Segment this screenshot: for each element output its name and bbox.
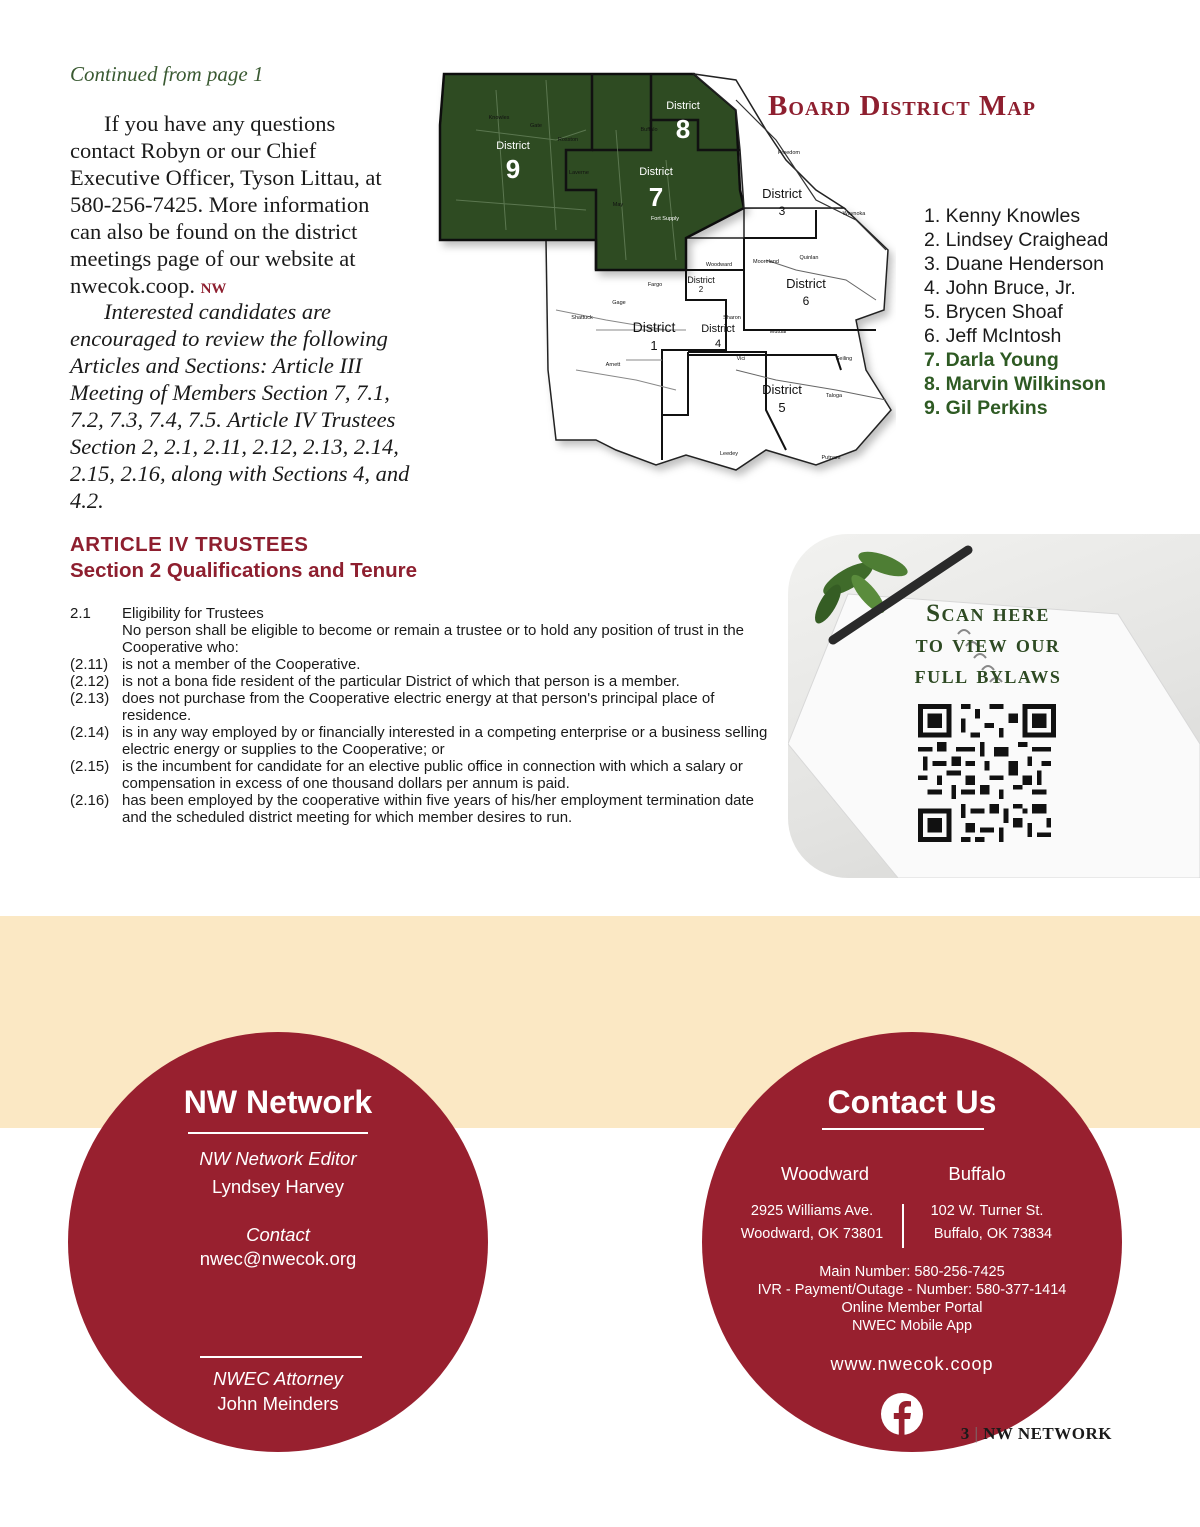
town-label: Mutual (769, 329, 787, 335)
district-number-2: 2 (698, 285, 704, 294)
section-item (70, 605, 770, 622)
district-label-1: District (632, 319, 676, 335)
scan-line: to view our (915, 631, 1061, 658)
section-item (70, 792, 770, 826)
office-city-woodward: Woodward, OK 73801 (740, 1226, 884, 1242)
district-number-8: 8 (675, 114, 691, 144)
section-item (70, 622, 770, 656)
trustee-item: 1. Kenny Knowles (924, 205, 1081, 227)
contact-us-circle (702, 1032, 1122, 1452)
attorney-name: John Meinders (217, 1393, 339, 1414)
section-number: (2.15) (70, 758, 110, 775)
editor-name: Lyndsey Harvey (212, 1176, 344, 1197)
scan-callout (888, 598, 1088, 691)
town-label: Knowles (488, 115, 510, 121)
town-label: Putnam (821, 455, 841, 461)
continued-note: Continued from page 1 (70, 62, 264, 86)
section-number: 2.1 (70, 605, 91, 622)
district-number-6: 6 (802, 294, 810, 308)
town-label: Quinlan (799, 255, 819, 261)
section-number: (2.12) (70, 673, 110, 690)
section-item (70, 758, 770, 792)
publication-name: NW NETWORK (983, 1424, 1112, 1443)
district-label-2: District (687, 275, 715, 285)
district-label-5: District (762, 382, 802, 397)
town-label: Gate (530, 123, 542, 129)
section-number: (2.11) (70, 656, 109, 673)
district-label-4: District (701, 323, 735, 335)
section-text: is the incumbent for candidate for an elective public office in connection with which a salary or compensation in excess of one thousand dollars per annum is paid. (122, 758, 743, 792)
title-divider (822, 1128, 984, 1130)
office-street-woodward: 2925 Williams Ave. (750, 1203, 874, 1219)
attorney-label: NWEC Attorney (213, 1368, 343, 1389)
district-number-5: 5 (778, 400, 786, 415)
district-label-8: District (666, 100, 700, 112)
district-number-4: 4 (714, 338, 722, 350)
town-label: Shattuck (571, 315, 593, 321)
section-text: is not a member of the Cooperative. (122, 656, 361, 673)
section-item (70, 656, 770, 673)
town-label: Sharon (723, 315, 741, 321)
town-label: Woodward (705, 262, 733, 268)
page-number: 3 (960, 1424, 970, 1443)
attorney-divider (200, 1356, 362, 1358)
town-label: Buffalo (640, 127, 658, 133)
district-number-9: 9 (505, 154, 521, 184)
town-label: Freedom (777, 150, 801, 156)
mobile-app-link[interactable]: NWEC Mobile App (851, 1318, 973, 1334)
trustee-item: 2. Lindsey Craighead (924, 229, 1109, 251)
section-item (70, 673, 770, 690)
nw-network-circle (68, 1032, 488, 1452)
office-city-buffalo: Buffalo, OK 73834 (933, 1226, 1053, 1242)
contact-title: Contact Us (827, 1084, 997, 1120)
office-name-buffalo: Buffalo (948, 1163, 1006, 1184)
facebook-icon[interactable] (880, 1392, 924, 1436)
map-title: Board District Map (768, 90, 1036, 122)
section-text: is in any way employed by or financially interested in a competing enterprise or a business selling electric energy or supplies to the Cooperative; or (122, 724, 768, 758)
district-label-7: District (639, 166, 673, 178)
town-label: Seiling (835, 356, 853, 362)
section-number: (2.14) (70, 724, 110, 741)
qr-code[interactable] (918, 704, 1056, 842)
bylaws-scan-card (788, 534, 1200, 878)
intro-paragraph (70, 110, 405, 303)
section-text: Eligibility for Trustees (122, 605, 264, 622)
trustee-item-highlighted: 8. Marvin Wilkinson (924, 373, 1106, 395)
member-portal-link[interactable]: Online Member Portal (841, 1300, 983, 1316)
trustee-item: 5. Brycen Shoaf (924, 301, 1063, 323)
section-number: (2.13) (70, 690, 110, 707)
trustee-item-highlighted: 7. Darla Young (924, 349, 1059, 371)
district-number-3: 3 (778, 204, 786, 218)
office-street-buffalo: 102 W. Turner St. (930, 1203, 1044, 1219)
trustee-item: 3. Duane Henderson (924, 253, 1104, 275)
town-label: May (612, 202, 624, 208)
scan-line: full bylaws (914, 662, 1062, 689)
nw-network-title: NW Network (183, 1084, 373, 1120)
office-name-woodward: Woodward (780, 1163, 870, 1184)
page-footer (961, 1424, 1112, 1444)
section-text: No person shall be eligible to become or remain a trustee or to hold any position of trust in the Cooperative who: (122, 622, 745, 656)
town-label: Taloga (825, 393, 843, 399)
section-item (70, 690, 770, 724)
section-text: is not a bona fide resident of the particular District of which that person is a member. (122, 673, 680, 690)
trustee-item: 6. Jeff McIntosh (924, 325, 1062, 347)
footer-separator: | (974, 1424, 984, 1443)
district-label-9: District (496, 140, 530, 152)
ivr-number[interactable]: IVR - Payment/Outage - Number: 580-377-1414 (757, 1282, 1067, 1298)
town-label: Fargo (647, 282, 663, 288)
district-number-1: 1 (650, 338, 658, 353)
district-map (436, 70, 896, 490)
scan-line: Scan here (926, 600, 1050, 627)
town-label: Gage (612, 300, 626, 306)
district-label-3: District (762, 186, 802, 201)
district-number-7: 7 (648, 182, 664, 212)
section-text: does not purchase from the Cooperative electric energy at that person's principal place of residence. (122, 690, 715, 724)
trustee-item-highlighted: 9. Gil Perkins (924, 397, 1048, 419)
town-label: Fort Supply (650, 216, 680, 222)
article-subtitle: Section 2 Qualifications and Tenure (70, 559, 418, 582)
trustee-list (924, 204, 1108, 420)
end-mark: NW (200, 281, 227, 297)
town-label: Rosston (557, 137, 579, 143)
article-sections (70, 605, 770, 826)
section-number: (2.16) (70, 792, 110, 809)
town-label: Waynoka (842, 211, 866, 217)
trustee-item: 4. John Bruce, Jr. (924, 277, 1076, 299)
section-number (70, 622, 122, 656)
article-title: ARTICLE IV TRUSTEES (70, 533, 309, 556)
main-number[interactable]: Main Number: 580-256-7425 (819, 1264, 1005, 1280)
section-text: has been employed by the cooperative within five years of his/her employment termination date and the scheduled district meeting for which member desires to run. (122, 792, 755, 826)
contact-label: Contact (246, 1224, 310, 1245)
contact-email[interactable]: nwec@nwecok.org (199, 1248, 357, 1269)
candidates-paragraph: Interested candidates are encouraged to review the following Articles and Sections: Article III Meeting of Members Section 7, 7.1, 7.2, 7.3, 7.4, 7.5. Article IV Trustees Section 2, 2.1, 2.11, 2.12, 2.13, 2.14, 2.15, 2.16, along with Sections 4, and 4.2. (70, 299, 410, 513)
website-link[interactable]: www.nwecok.coop (830, 1354, 994, 1374)
town-label: Mooreland (753, 259, 779, 265)
town-label: Laverne (569, 170, 589, 176)
town-label: Arnett (605, 362, 621, 368)
town-label: Leedey (719, 451, 739, 457)
title-divider (188, 1132, 368, 1134)
district-label-6: District (786, 276, 826, 291)
town-label: Vici (736, 356, 746, 362)
intro-text: If you have any questions contact Robyn or our Chief Executive Officer, Tyson Littau, at 580-256-7425. More information can also be found on the district meetings page of our website at nwecok.coop. (70, 111, 382, 298)
editor-label: NW Network Editor (199, 1148, 357, 1169)
section-item (70, 724, 770, 758)
